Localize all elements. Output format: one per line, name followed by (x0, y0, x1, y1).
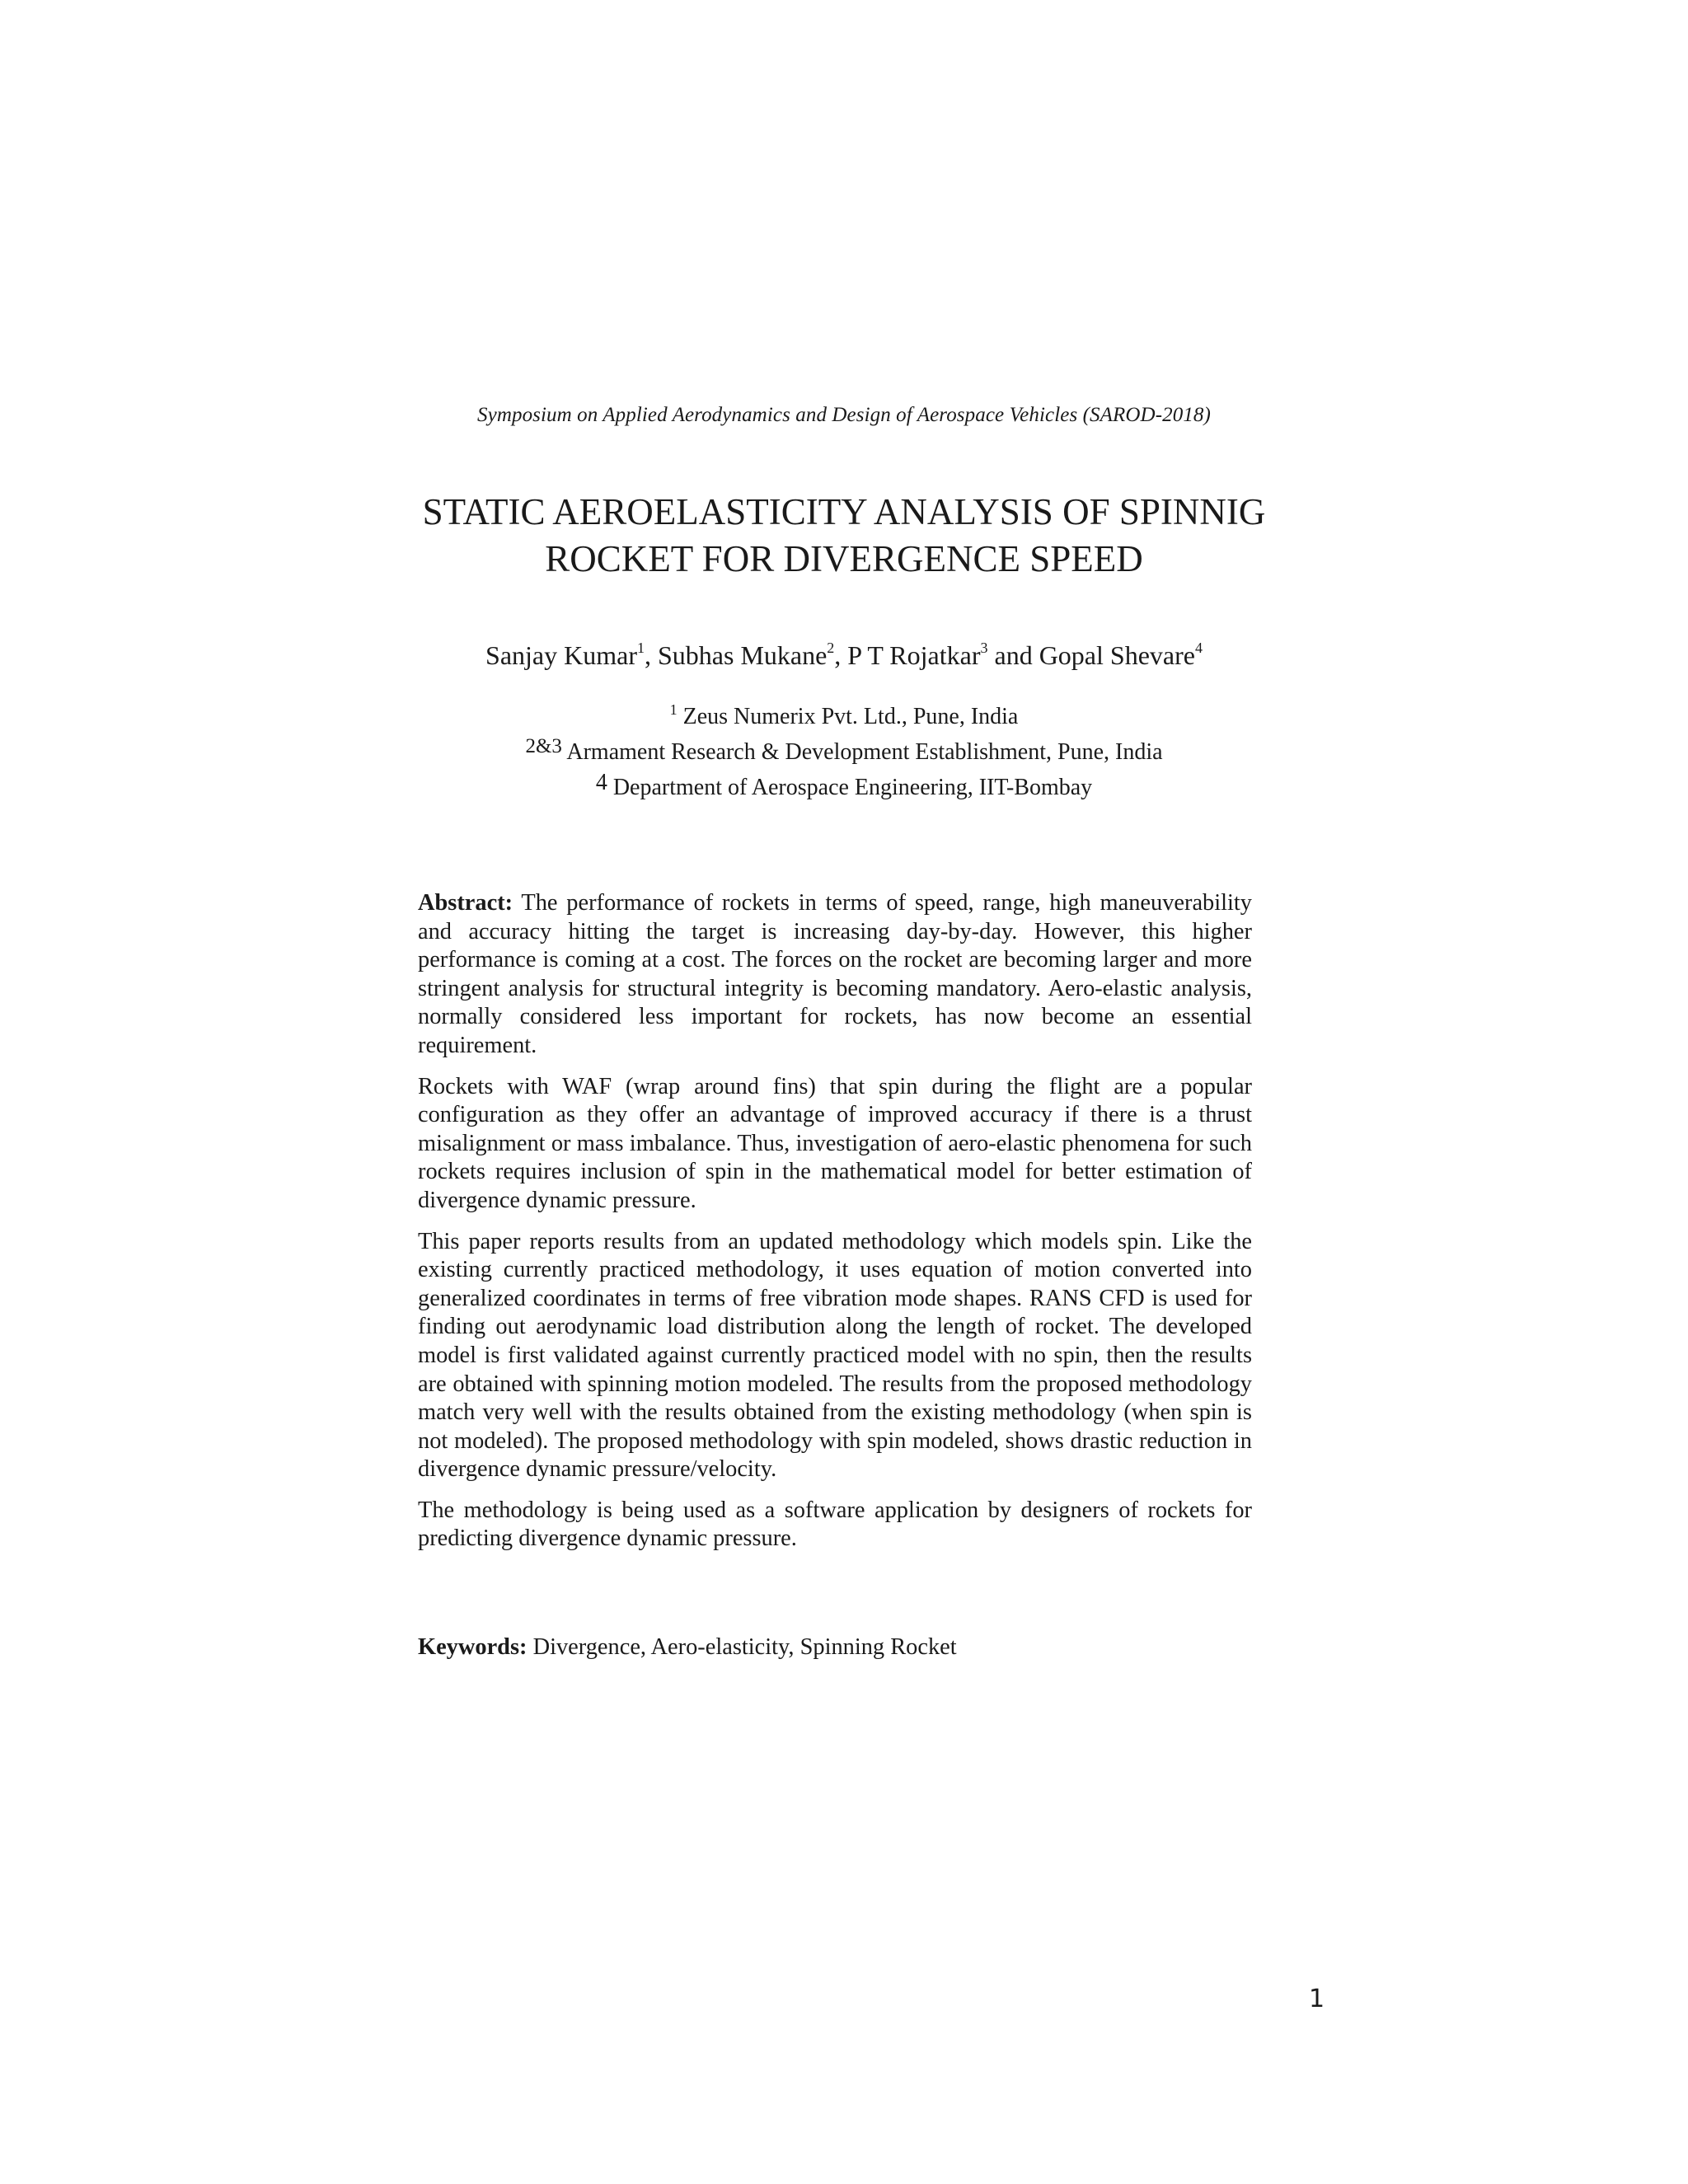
author-affiliation-mark: 1 (636, 640, 645, 656)
running-header: Symposium on Applied Aerodynamics and Design of Aerospace Vehicles (SAROD-2018) (477, 404, 1211, 426)
abstract-section (418, 889, 1252, 1566)
author-list (0, 639, 1688, 672)
author-affiliation-mark: 3 (980, 640, 988, 656)
affiliation-list (0, 699, 1688, 805)
author-name: Gopal Shevare (1039, 640, 1195, 670)
affiliation-text: Zeus Numerix Pvt. Ltd., Pune, India (682, 704, 1019, 729)
title-line-2: ROCKET FOR DIVERGENCE SPEED (545, 538, 1143, 579)
author-separator: , (644, 640, 658, 670)
affiliation-mark: 4 (595, 770, 607, 795)
author-name: Subhas Mukane (657, 640, 828, 670)
affiliation-mark: 2&3 (525, 735, 562, 757)
affiliation-text: Department of Aerospace Engineering, IIT-Bombay (612, 775, 1093, 800)
abstract-paragraph: Rockets with WAF (wrap around fins) that spin during the flight are a popular configuration as they offer an advantage of improved accuracy if there is a thrust misalignment or mass imbalance. Thus, investigation of aero-elastic phenomena for such rockets requires inclusion of spin in the mathematical model for better estimation of divergence dynamic pressure. (418, 1073, 1252, 1213)
page-number: 1 (1309, 1985, 1325, 2013)
keywords-text: Divergence, Aero-elasticity, Spinning Rocket (532, 1634, 957, 1660)
keywords-label: Keywords: (418, 1634, 528, 1660)
author-name: Sanjay Kumar (485, 640, 637, 670)
affiliation-mark: 1 (669, 701, 678, 718)
author-separator: , (834, 640, 848, 670)
paper-title (0, 489, 1688, 583)
affiliation-text: Armament Research & Development Establishment, Pune, India (566, 739, 1163, 765)
abstract-label: Abstract: (418, 890, 513, 916)
abstract-paragraph: This paper reports results from an updated methodology which models spin. Like the existing currently practiced methodology, it uses equation of motion converted into generalized coordinates in terms of free vibration mode shapes. RANS CFD is used for finding out aerodynamic load distribution along the length of rocket. The developed model is first validated against currently practiced model with no spin, then the results are obtained with spinning motion modeled. The results from the proposed methodology match very well with the results obtained from the existing methodology (when spin is not modeled). The proposed methodology with spin modeled, shows drastic reduction in divergence dynamic pressure/velocity. (418, 1228, 1252, 1483)
keywords-section (418, 1633, 1252, 1661)
abstract-text: The performance of rockets in terms of speed, range, high maneuverability and accuracy hitting the target is increasing day-by-day. However, this higher performance is coming at a cost. The forces on the rocket are becoming larger and more stringent analysis for structural integrity is becoming mandatory. Aero-elastic analysis, normally considered less important for rockets, has now become an essential requirement. (418, 890, 1252, 1058)
author-affiliation-mark: 4 (1194, 640, 1203, 656)
affiliation-line (0, 770, 1688, 805)
affiliation-line (0, 734, 1688, 770)
author-name: P T Rojatkar (847, 640, 981, 670)
author-separator: and (987, 640, 1039, 670)
abstract-paragraph: The methodology is being used as a software application by designers of rockets for predicting divergence dynamic pressure. (418, 1497, 1252, 1552)
affiliation-line (0, 699, 1688, 734)
title-line-1: STATIC AEROELASTICITY ANALYSIS OF SPINNIG (422, 491, 1266, 532)
abstract-paragraph (418, 889, 1252, 1061)
author-affiliation-mark: 2 (827, 640, 835, 656)
